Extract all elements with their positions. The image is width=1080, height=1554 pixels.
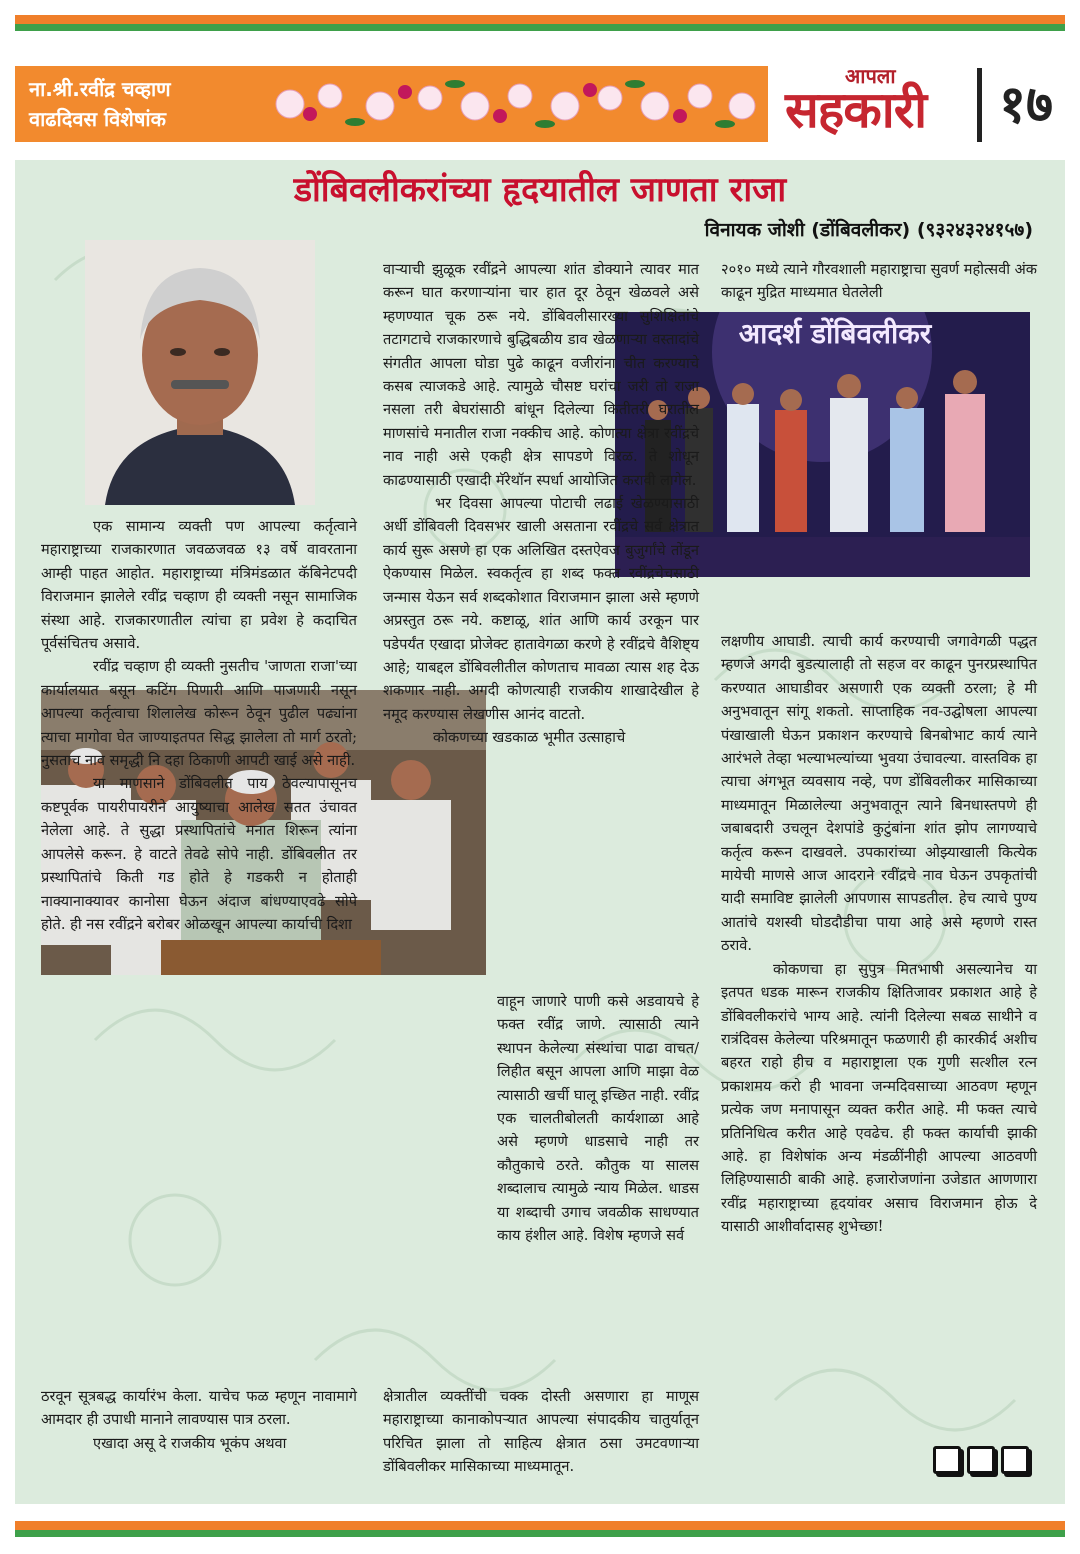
flower-decoration-icon [260, 74, 760, 134]
end-mark-icon [1001, 1446, 1029, 1474]
paragraph: या माणसाने डोंबिवलीत पाय ठेवल्यापासूनच कष्टपूर्वक पायरीपायरीने आयुष्याचा आलेख सतत उंचावत नेलेला आहे. ते सुद्धा प्रस्थापितांचे मनात शिरून त्यांना आपलेसे करून. हे वाटते तेवढे सोपे नाही. डोंबिवलीत तर प्रस्थापितांचे किती गड होते हे गडकरी न होताही नाक्यानाक्यावर कानोसा घेऊन अंदाज बांधण्याएवढे सोपे होते. ही नस रवींद्रने बरोबर ओळखून आपल्या कार्याची दिशा [41, 775, 357, 933]
end-mark-icon [933, 1446, 961, 1474]
end-mark-icon [967, 1446, 995, 1474]
paragraph: कोकणच्या खडकाळ भूमीत उत्साहाचे [433, 729, 626, 747]
banner-title [29, 74, 171, 134]
paragraph: वाऱ्याची झुळूक रवींद्रने आपल्या शांत डोक्याने त्यावर मात करून घात करणाऱ्यांना चार हात दूर ठेवून खेळवले असे म्हणण्यात चूक ठरू नये. डोंबिवलीसारख्या सुशिक्षितांचे तटागटाचे राजकारणाचे बुद्धिबळीय डाव खेळणाऱ्या वस्तादांचे संगतीत आपला घोडा पुढे काढून वजीरांना चीत करण्याचे कसब त्याजकडे आहे. त्यामुळे चौसष्ट घरांचा जरी तो राजा नसला तरी बेघरांसाठी बांधून दिलेल्या कितीतरी घरातील माणसांचे मनातील राजा नक्कीच आहे. कोणत्या क्षेत्रा रवींद्रचे नाव नाही असे एकही क्षेत्र सापडणे विरळ. ते शोधून काढण्यासाठी एखादी मॅरेथॉन स्पर्धा आयोजित करावी लागेल. [383, 261, 699, 489]
special-issue-banner [15, 66, 768, 142]
portrait-photo [85, 240, 315, 505]
paragraph: ठरवून सूत्रबद्ध कार्यारंभ केला. याचेच फळ म्हणून नावामागे आमदार ही उपाधी मानाने लावण्यास पात्र ठरला. [41, 1388, 357, 1429]
top-green-stripe [15, 24, 1065, 31]
column-1-lower [41, 1385, 357, 1455]
paragraph: वाहून जाणारे पाणी कसे अडवायचे हे फक्त रवींद्र जाणे. त्यासाठी त्याने स्थापन केलेल्या संस्थांचा पाढा वाचत/लिहीत बसून आपला आणि माझा वेळ त्यासाठी खर्ची घालू इच्छित नाही. रवींद्र एक चालतीबोलती कार्यशाळा आहे असे म्हणणे धाडसाचे नाही तर कौतुकाचे ठरते. कौतुक या सालस शब्दालाच त्यामुळे न्याय मिळेल. धाडस या शब्दाची उगाच जवळीक साधण्यात काय हंशील आहे. विशेष म्हणजे सर्व [497, 993, 699, 1245]
publication-logo [785, 66, 985, 146]
paragraph: भर दिवसा आपल्या पोटाची लढाई खेळण्यासाठी अर्धी डोंबिवली दिवसभर खाली असताना रवींद्रचे सर्व क्षेत्रात कार्य सुरू असणे हा एक अलिखित दस्तऐवज बुजुर्गांचे तोंडून ऐकण्यास मिळेल. स्वकर्तृत्व हा शब्द फक्त रवींद्रचेचसाठी जन्मास येऊन सर्व शब्दकोशात विराजमान झाला असे म्हणणे अप्रस्तुत ठरू नये. कष्टाळू, शांत आणि कार्य उरकून पार पडेपर्यंत एखादा प्रोजेक्ट हातावेगळा करणे हे रवींद्रचे वैशिष्ट्य आहे; याबद्दल डोंबिवलीतील कोणताच मावळा त्यास शह देऊ शकणार नाही. अगदी कोणत्याही राजकीय शाखादेखील हे नमूद करण्यास लेखणीस आनंद वाटतो. [383, 495, 699, 723]
top-saffron-stripe [15, 15, 1065, 24]
banner-line-1: ना.श्री.रवींद्र चव्हाण [29, 77, 171, 101]
column-3-upper [721, 258, 1037, 305]
paragraph: रवींद्र चव्हाण ही व्यक्ती नुसतीच 'जाणता राजा'च्या कार्यालयात बसून कटिंग पिणारी आणि पाजणारी नसून आपल्या कर्तृत्वाचा शिलालेख कोरून ठेवून पुढील पढ्यांना त्याचा मागोवा घेत जाण्याइतपत सिद्ध झालेला तो मार्ग ठरतो; नुसताच नाव समृद्धी नि दहा ठिकाणी आपटी खाई असे नाही. [41, 658, 357, 770]
page-header [15, 66, 1065, 146]
brand-name: सहकारी [785, 81, 927, 139]
brand-small-text: आपला [845, 64, 896, 88]
award-banner-text: आदर्श डोंबिवलीकर [738, 317, 932, 350]
paragraph: लक्षणीय आघाडी. त्याची कार्य करण्याची जगावेगळी पद्धत म्हणजे अगदी बुडत्यालाही तो सहज वर काढून पुनरप्रस्थापित करण्यात आघाडीवर असणारी एक व्यक्ती ठरला; हे मी अनुभवातून सांगू शकतो. साप्ताहिक नव-उद्घोषला आपल्या पंखाखाली घेऊन प्रकाशन करण्याचे बिनबोभाट कार्य त्याने आरंभले तेव्हा भल्याभल्यांच्या भुवया उंचावल्या. वास्तविक हा त्याचा अंगभूत व्यवसाय नव्हे, पण डोंबिवलीकर मासिकाच्या माध्यमातून मिळालेल्या अनुभवातून त्याने बिनधास्तपणे ही जबाबदारी उचलून देशपांडे कुटुंबांना शांत झोप लागण्याचे कर्तृत्व करून दाखवले. उपकारांच्या ओझ्याखाली कित्येक मायेची माणसे आज आदराने रवींद्रचे नाव घेऊन उपकृतांची यादी समाविष्ट झालेली आपणास सापडतील. हेच त्याचे पुण्य आतांचे यशस्वी घोडदौडीचा पाया आहे असे म्हणणे रास्त ठरावे. [721, 633, 1037, 955]
bottom-green-stripe [15, 1530, 1065, 1537]
column-3-lower [721, 630, 1037, 1239]
paragraph: एक सामान्य व्यक्ती पण आपल्या कर्तृत्वाने महाराष्ट्राच्या राजकारणात जवळजवळ १३ वर्षे वावरताना आम्ही पाहत आहोत. महाराष्ट्राच्या मंत्रिमंडळात कॅबिनेटपदी विराजमान झालेले रवींद्र चव्हाण ही व्यक्ती नसून सामाजिक संस्था आहे. राजकारणातील त्यांचा हा प्रवेश हे कदाचित पूर्वसंचितच असावे. [41, 518, 357, 653]
column-1-upper [41, 515, 357, 936]
paragraph: क्षेत्रातील व्यक्तींची चक्क दोस्ती असणारा हा माणूस महाराष्ट्राच्या कानाकोपऱ्यात आपल्या संपादकीय चातुर्यातून परिचित झाला तो साहित्य क्षेत्रात ठसा उमटवणाऱ्या डोंबिवलीकर मासिकाच्या माध्यमातून. [383, 1388, 699, 1476]
bottom-saffron-stripe [15, 1521, 1065, 1530]
column-2-wrap [497, 990, 699, 1247]
paragraph: कोकणचा हा सुपुत्र मितभाषी असल्यानेच या इतपत धडक मारून राजकीय क्षितिजावर प्रकाशत आहे हे डोंबिवलीकरांचे भाग्य आहे. त्यांनी दिलेल्या सबळ साथीने व रात्रंदिवस केलेल्या परिश्रमातून फळणारी ही कारकीर्द अशीच बहरत राहो हीच व महाराष्ट्राला एक गुणी सत्शील रत्न प्रकाशमय करो ही भावना जन्मदिवसाच्या आठवण म्हणून प्रत्येक जण मनापासून व्यक्त करीत आहे. मी फक्त त्याचे प्रतिनिधित्व करीत आहे एवढेच. ही फक्त कार्याची झाकी आहे. हा विशेषांक अन्य मंडळींनीही आपल्या आठवणी लिहिण्यासाठी बाकी आहे. हजारोजणांना उजेडात आणणारा रवींद्र महाराष्ट्राच्या हृदयांवर असाच विराजमान होऊ दे यासाठी आशीर्वादासह शुभेच्छा! [721, 960, 1037, 1236]
column-2-lower [383, 1385, 699, 1479]
article-headline: डोंबिवलीकरांच्या हृदयातील जाणता राजा [293, 170, 787, 210]
article-area [15, 160, 1065, 1504]
banner-line-2: वाढदिवस विशेषांक [29, 107, 166, 131]
paragraph: २०१० मध्ये त्याने गौरवशाली महाराष्ट्राचा सुवर्ण महोत्सवी अंक काढून मुद्रित माध्यमात घेतलेली [721, 261, 1037, 302]
paragraph: एखादा असू दे राजकीय भूकंप अथवा [93, 1434, 287, 1452]
portrait-icon [85, 240, 315, 505]
page-number: १७ [977, 68, 1070, 142]
column-2-upper [383, 258, 699, 750]
article-byline: विनायक जोशी (डोंबिवलीकर) (९३२४३२४१५७) [704, 219, 1033, 241]
